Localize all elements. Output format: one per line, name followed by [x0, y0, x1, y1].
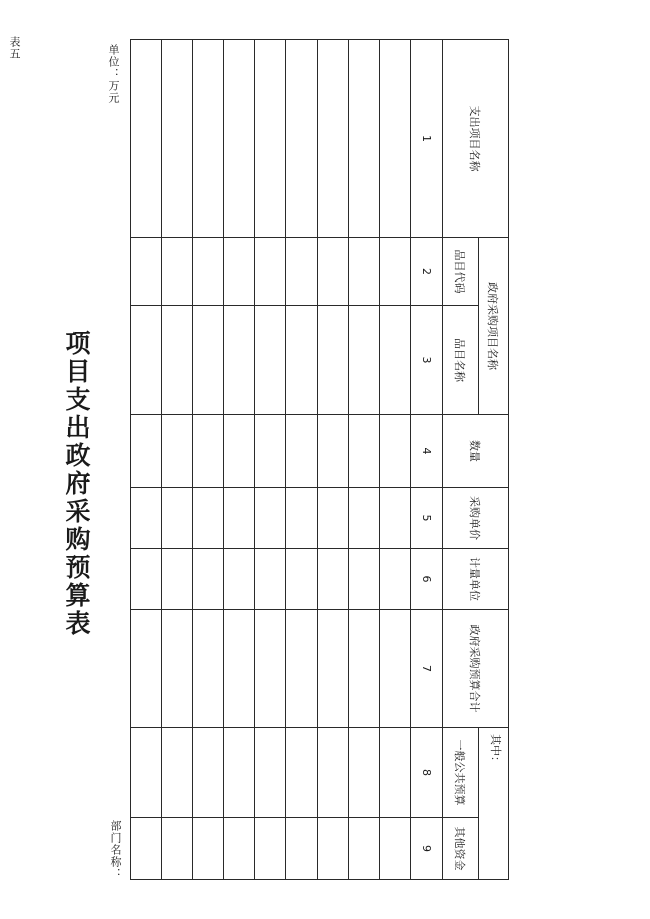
department-label: 部门名称：: [109, 820, 122, 880]
column-number: 1: [410, 40, 442, 238]
table-cell: [131, 728, 162, 818]
table-cell: [379, 40, 410, 238]
table-row: [286, 40, 317, 880]
table-cell: [317, 415, 348, 488]
page-title: 项目支出政府采购预算表: [62, 330, 91, 638]
table-cell: [224, 610, 255, 728]
header-project-name: 支出项目名称: [442, 40, 508, 238]
table-cell: [224, 549, 255, 610]
table-cell: [379, 306, 410, 415]
table-cell: [286, 818, 317, 880]
table-cell: [162, 549, 193, 610]
table-cell: [162, 488, 193, 549]
table-cell: [131, 40, 162, 238]
table-cell: [317, 610, 348, 728]
table-cell: [348, 40, 379, 238]
table-cell: [379, 818, 410, 880]
header-unit-price: 采购单价: [442, 488, 508, 549]
table-cell: [131, 818, 162, 880]
table-row: [348, 40, 379, 880]
table-cell: [193, 728, 224, 818]
table-cell: [255, 818, 286, 880]
table-cell: [348, 728, 379, 818]
table-cell: [193, 818, 224, 880]
table-cell: [224, 40, 255, 238]
table-cell: [286, 415, 317, 488]
table-cell: [162, 238, 193, 306]
table-cell: [255, 488, 286, 549]
table-cell: [193, 306, 224, 415]
table-cell: [286, 728, 317, 818]
table-row: [255, 40, 286, 880]
header-general-budget: 一般公共预算: [442, 728, 478, 818]
table-cell: [131, 415, 162, 488]
table-cell: [193, 549, 224, 610]
table-cell: [224, 488, 255, 549]
table-cell: [348, 610, 379, 728]
table-cell: [162, 415, 193, 488]
table-cell: [379, 610, 410, 728]
table-cell: [379, 728, 410, 818]
table-cell: [131, 238, 162, 306]
table-cell: [286, 610, 317, 728]
table-cell: [224, 306, 255, 415]
table-cell: [162, 306, 193, 415]
table-cell: [162, 40, 193, 238]
table-cell: [255, 610, 286, 728]
table-cell: [193, 415, 224, 488]
table-row: [162, 40, 193, 880]
table-cell: [193, 238, 224, 306]
table-cell: [379, 488, 410, 549]
table-row: [317, 40, 348, 880]
table-row: [224, 40, 255, 880]
column-number: 7: [410, 610, 442, 728]
table-cell: [317, 488, 348, 549]
table-cell: [379, 549, 410, 610]
table-cell: [348, 238, 379, 306]
header-item-code: 品目代码: [442, 238, 478, 306]
table-cell: [317, 818, 348, 880]
header-other-funds: 其他资金: [442, 818, 478, 880]
table-cell: [131, 610, 162, 728]
table-cell: [193, 610, 224, 728]
header-of-which: 其中：: [478, 728, 508, 880]
column-number: 5: [410, 488, 442, 549]
table-cell: [286, 306, 317, 415]
unit-label: 单位：万元: [107, 44, 120, 104]
table-cell: [317, 549, 348, 610]
table-row: [193, 40, 224, 880]
table-row: [379, 40, 410, 880]
table-cell: [348, 488, 379, 549]
table-cell: [348, 415, 379, 488]
table-cell: [286, 40, 317, 238]
header-item-name: 品目名称: [442, 306, 478, 415]
table-cell: [193, 488, 224, 549]
table-cell: [317, 306, 348, 415]
table-cell: [162, 610, 193, 728]
table-cell: [317, 728, 348, 818]
table-cell: [255, 549, 286, 610]
table-cell: [255, 415, 286, 488]
table-cell: [162, 818, 193, 880]
header-gov-item-group: 政府采购项目名称: [478, 238, 508, 415]
column-number: 2: [410, 238, 442, 306]
table-row: [131, 40, 162, 880]
budget-table: [130, 39, 509, 880]
header-quantity: 数量: [442, 415, 508, 488]
table-cell: [348, 549, 379, 610]
table-cell: [379, 238, 410, 306]
table-cell: [379, 415, 410, 488]
column-number: 6: [410, 549, 442, 610]
header-total-budget: 政府采购预算合计: [442, 610, 508, 728]
table-cell: [255, 306, 286, 415]
table-cell: [348, 818, 379, 880]
table-cell: [255, 40, 286, 238]
table-cell: [224, 238, 255, 306]
column-number: 8: [410, 728, 442, 818]
table-cell: [286, 549, 317, 610]
table-cell: [131, 306, 162, 415]
table-cell: [162, 728, 193, 818]
table-cell: [255, 728, 286, 818]
table-cell: [224, 728, 255, 818]
column-number: 9: [410, 818, 442, 880]
table-cell: [255, 238, 286, 306]
column-number: 4: [410, 415, 442, 488]
table-cell: [131, 488, 162, 549]
column-number: 3: [410, 306, 442, 415]
budget-table-container: [130, 39, 509, 879]
table-number-mark: 表五: [8, 36, 21, 60]
table-cell: [286, 488, 317, 549]
table-cell: [317, 40, 348, 238]
header-measure-unit: 计量单位: [442, 549, 508, 610]
column-number-row: [410, 40, 442, 880]
table-cell: [317, 238, 348, 306]
table-cell: [224, 818, 255, 880]
table-cell: [224, 415, 255, 488]
table-cell: [348, 306, 379, 415]
table-cell: [193, 40, 224, 238]
table-cell: [131, 549, 162, 610]
table-cell: [286, 238, 317, 306]
